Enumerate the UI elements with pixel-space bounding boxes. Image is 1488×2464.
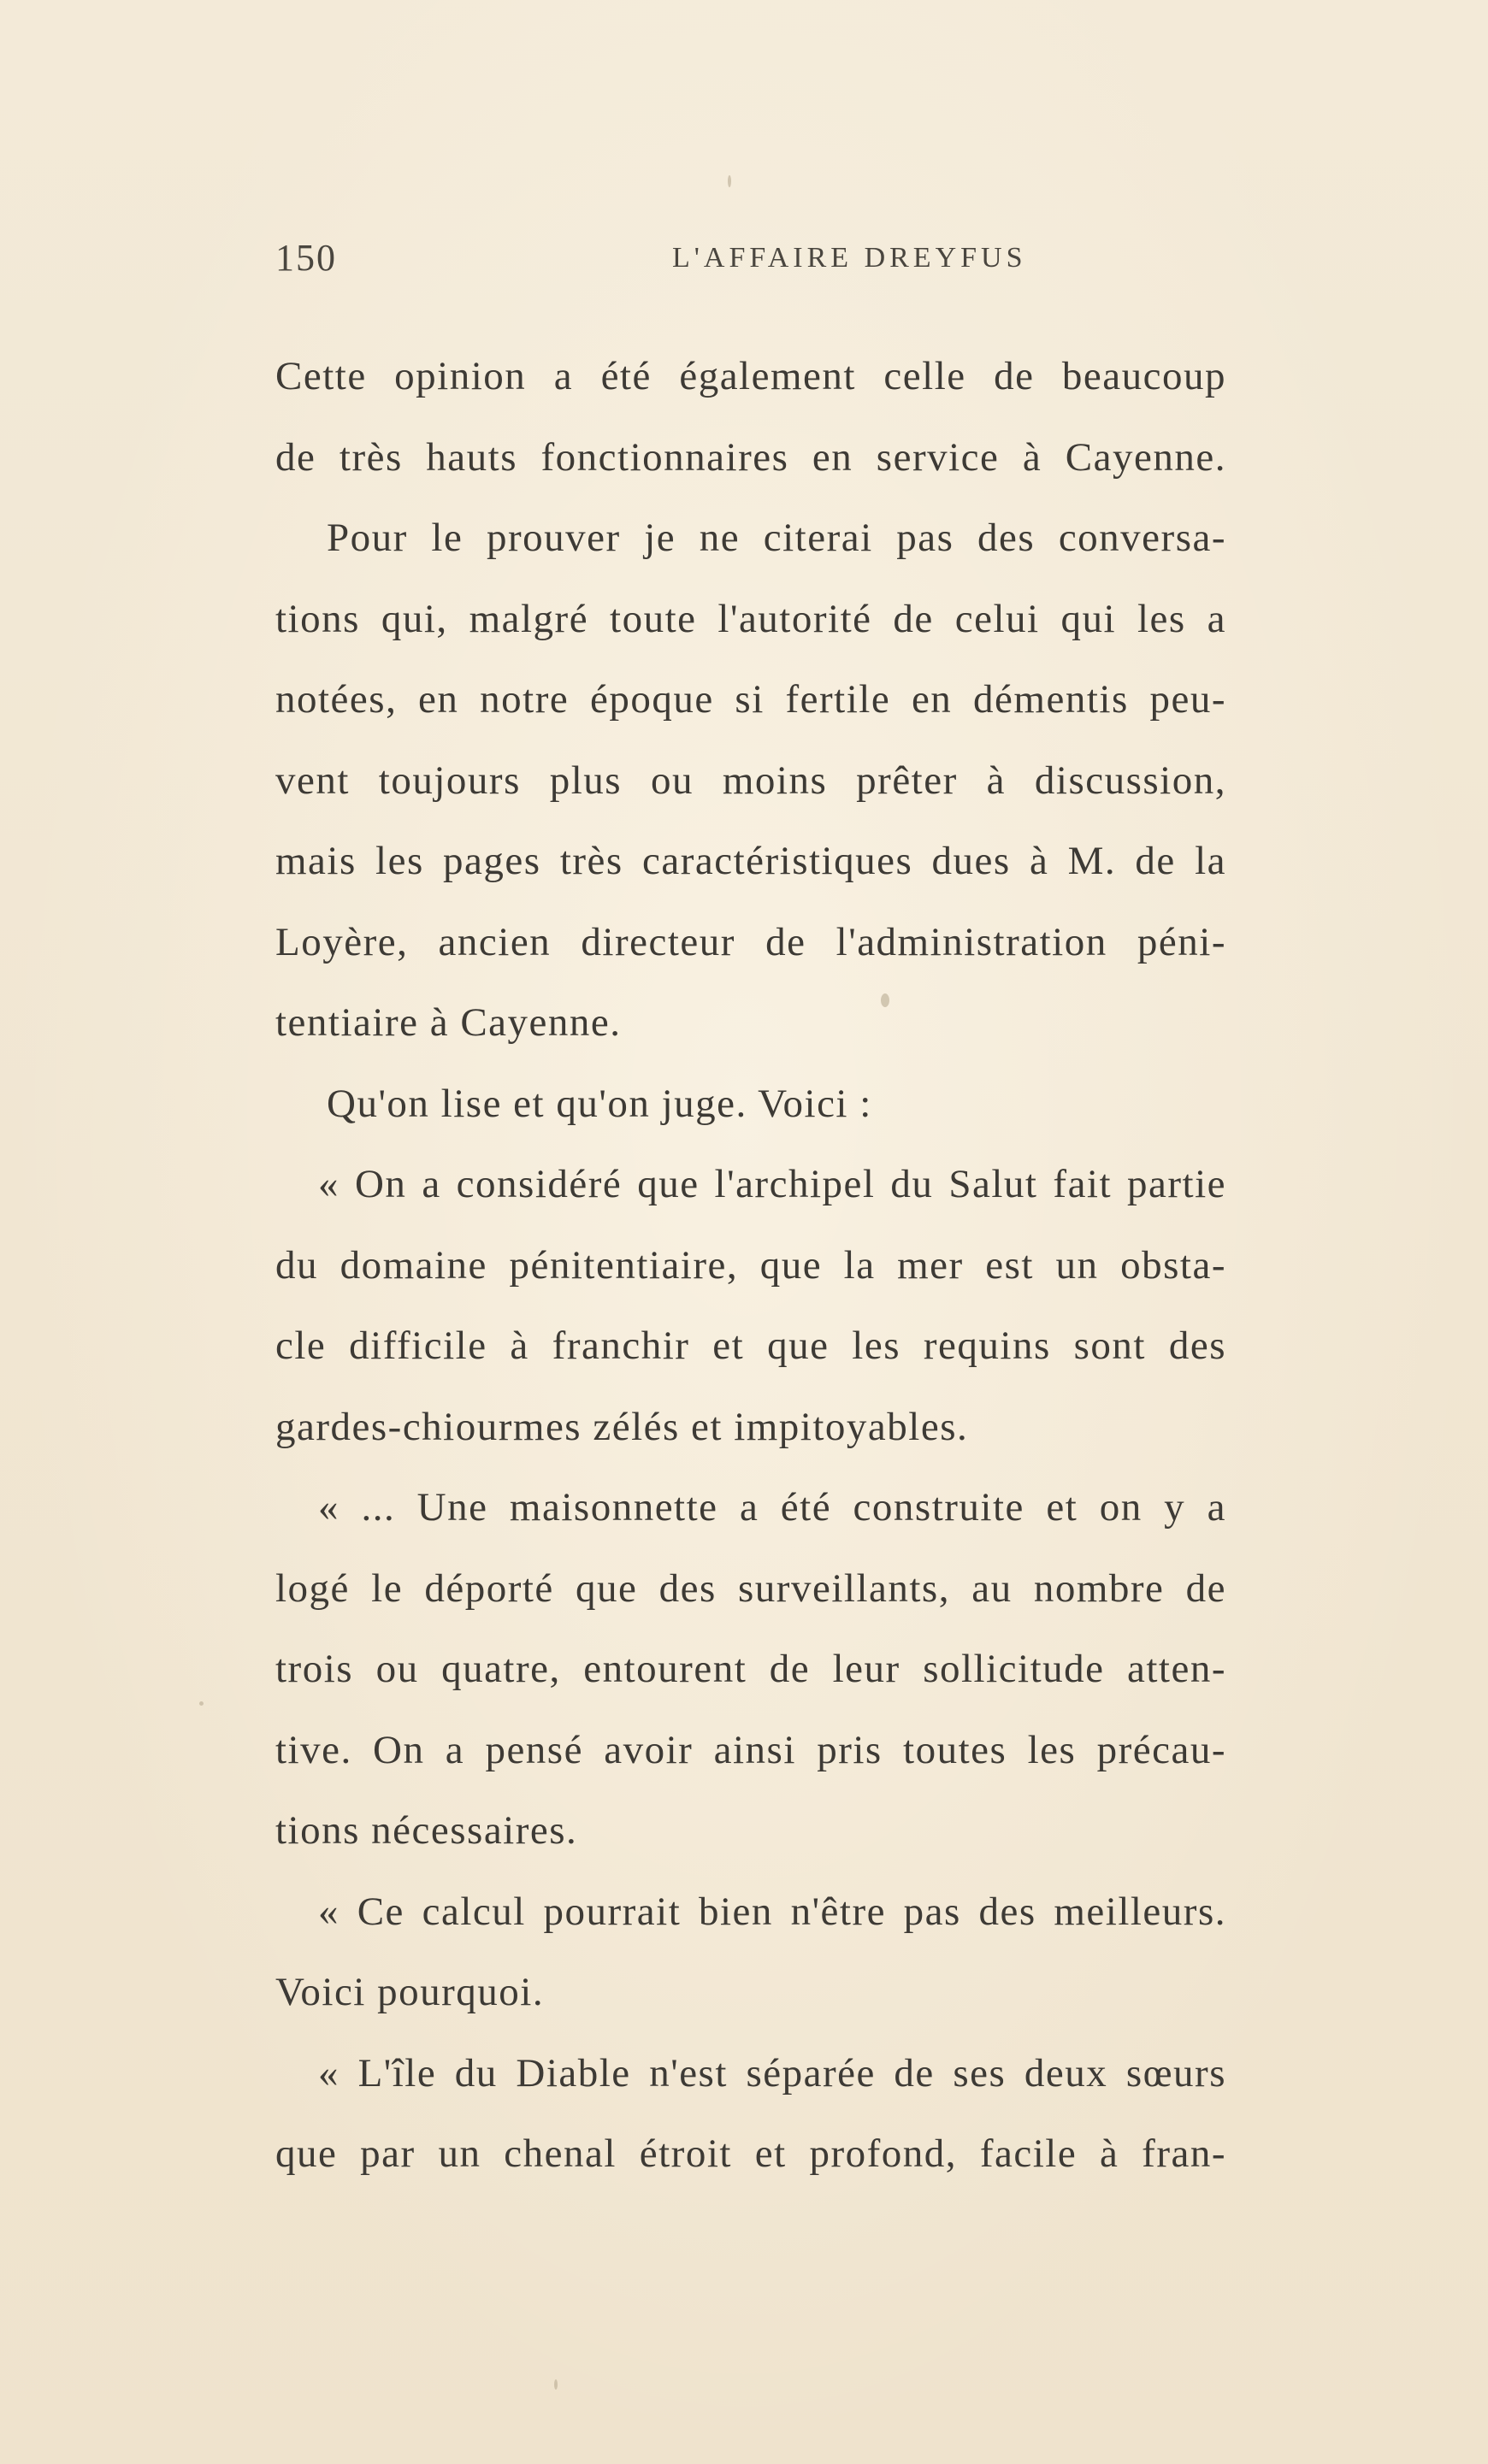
text-line: tions qui, malgré toute l'autorité de celui qui les a — [275, 596, 1226, 641]
text-line: tions nécessaires. — [275, 1808, 578, 1853]
text-line: du domaine pénitentiaire, que la mer est un obsta- — [275, 1242, 1226, 1288]
body-text — [275, 336, 1226, 2195]
text-line: « On a considéré que l'archipel du Salut fait partie — [318, 1162, 1226, 1206]
text-line: de très hauts fonctionnaires en service à Cayenne. — [275, 434, 1226, 480]
text-line: Qu'on lise et qu'on juge. Voici : — [327, 1081, 872, 1126]
page-header — [275, 233, 1226, 284]
text-line: vent toujours plus ou moins prêter à discussion, — [275, 757, 1226, 803]
text-line: logé le déporté que des surveillants, au nombre de — [275, 1565, 1226, 1611]
text-line: trois ou quatre, entourent de leur sollicitude atten- — [275, 1647, 1226, 1691]
text-line: cle difficile à franchir et que les requins sont des — [275, 1323, 1226, 1368]
text-line: notées, en notre époque si fertile en démentis peu- — [275, 677, 1226, 722]
text-line: Loyère, ancien directeur de l'administration péni- — [275, 919, 1226, 964]
text-line: Voici pourquoi. — [275, 1970, 545, 2014]
text-line: que par un chenal étroit et profond, facile à fran- — [275, 2131, 1226, 2176]
text-line: mais les pages très caractéristiques dues à M. de la — [275, 839, 1226, 883]
paper-speck — [199, 1701, 204, 1706]
paper-speck — [728, 175, 731, 187]
text-line: Cette opinion a été également celle de beaucoup — [275, 354, 1226, 398]
running-head: L'AFFAIRE DREYFUS — [672, 242, 1027, 274]
paper-speck — [881, 993, 889, 1007]
text-line: tentiaire à Cayenne. — [275, 1000, 622, 1045]
text-line: « Ce calcul pourrait bien n'être pas des meilleurs. — [318, 1889, 1226, 1934]
text-line: gardes-chiourmes zélés et impitoyables. — [275, 1404, 969, 1449]
text-line: « L'île du Diable n'est séparée de ses deux sœurs — [318, 2050, 1226, 2096]
text-line: Pour le prouver je ne citerai pas des conversa- — [327, 516, 1226, 560]
page-number: 150 — [275, 237, 337, 279]
paper-speck — [554, 2379, 558, 2390]
text-line: « ... Une maisonnette a été construite et on y a — [318, 1485, 1226, 1530]
text-line: tive. On a pensé avoir ainsi pris toutes les précau- — [275, 1727, 1226, 1772]
